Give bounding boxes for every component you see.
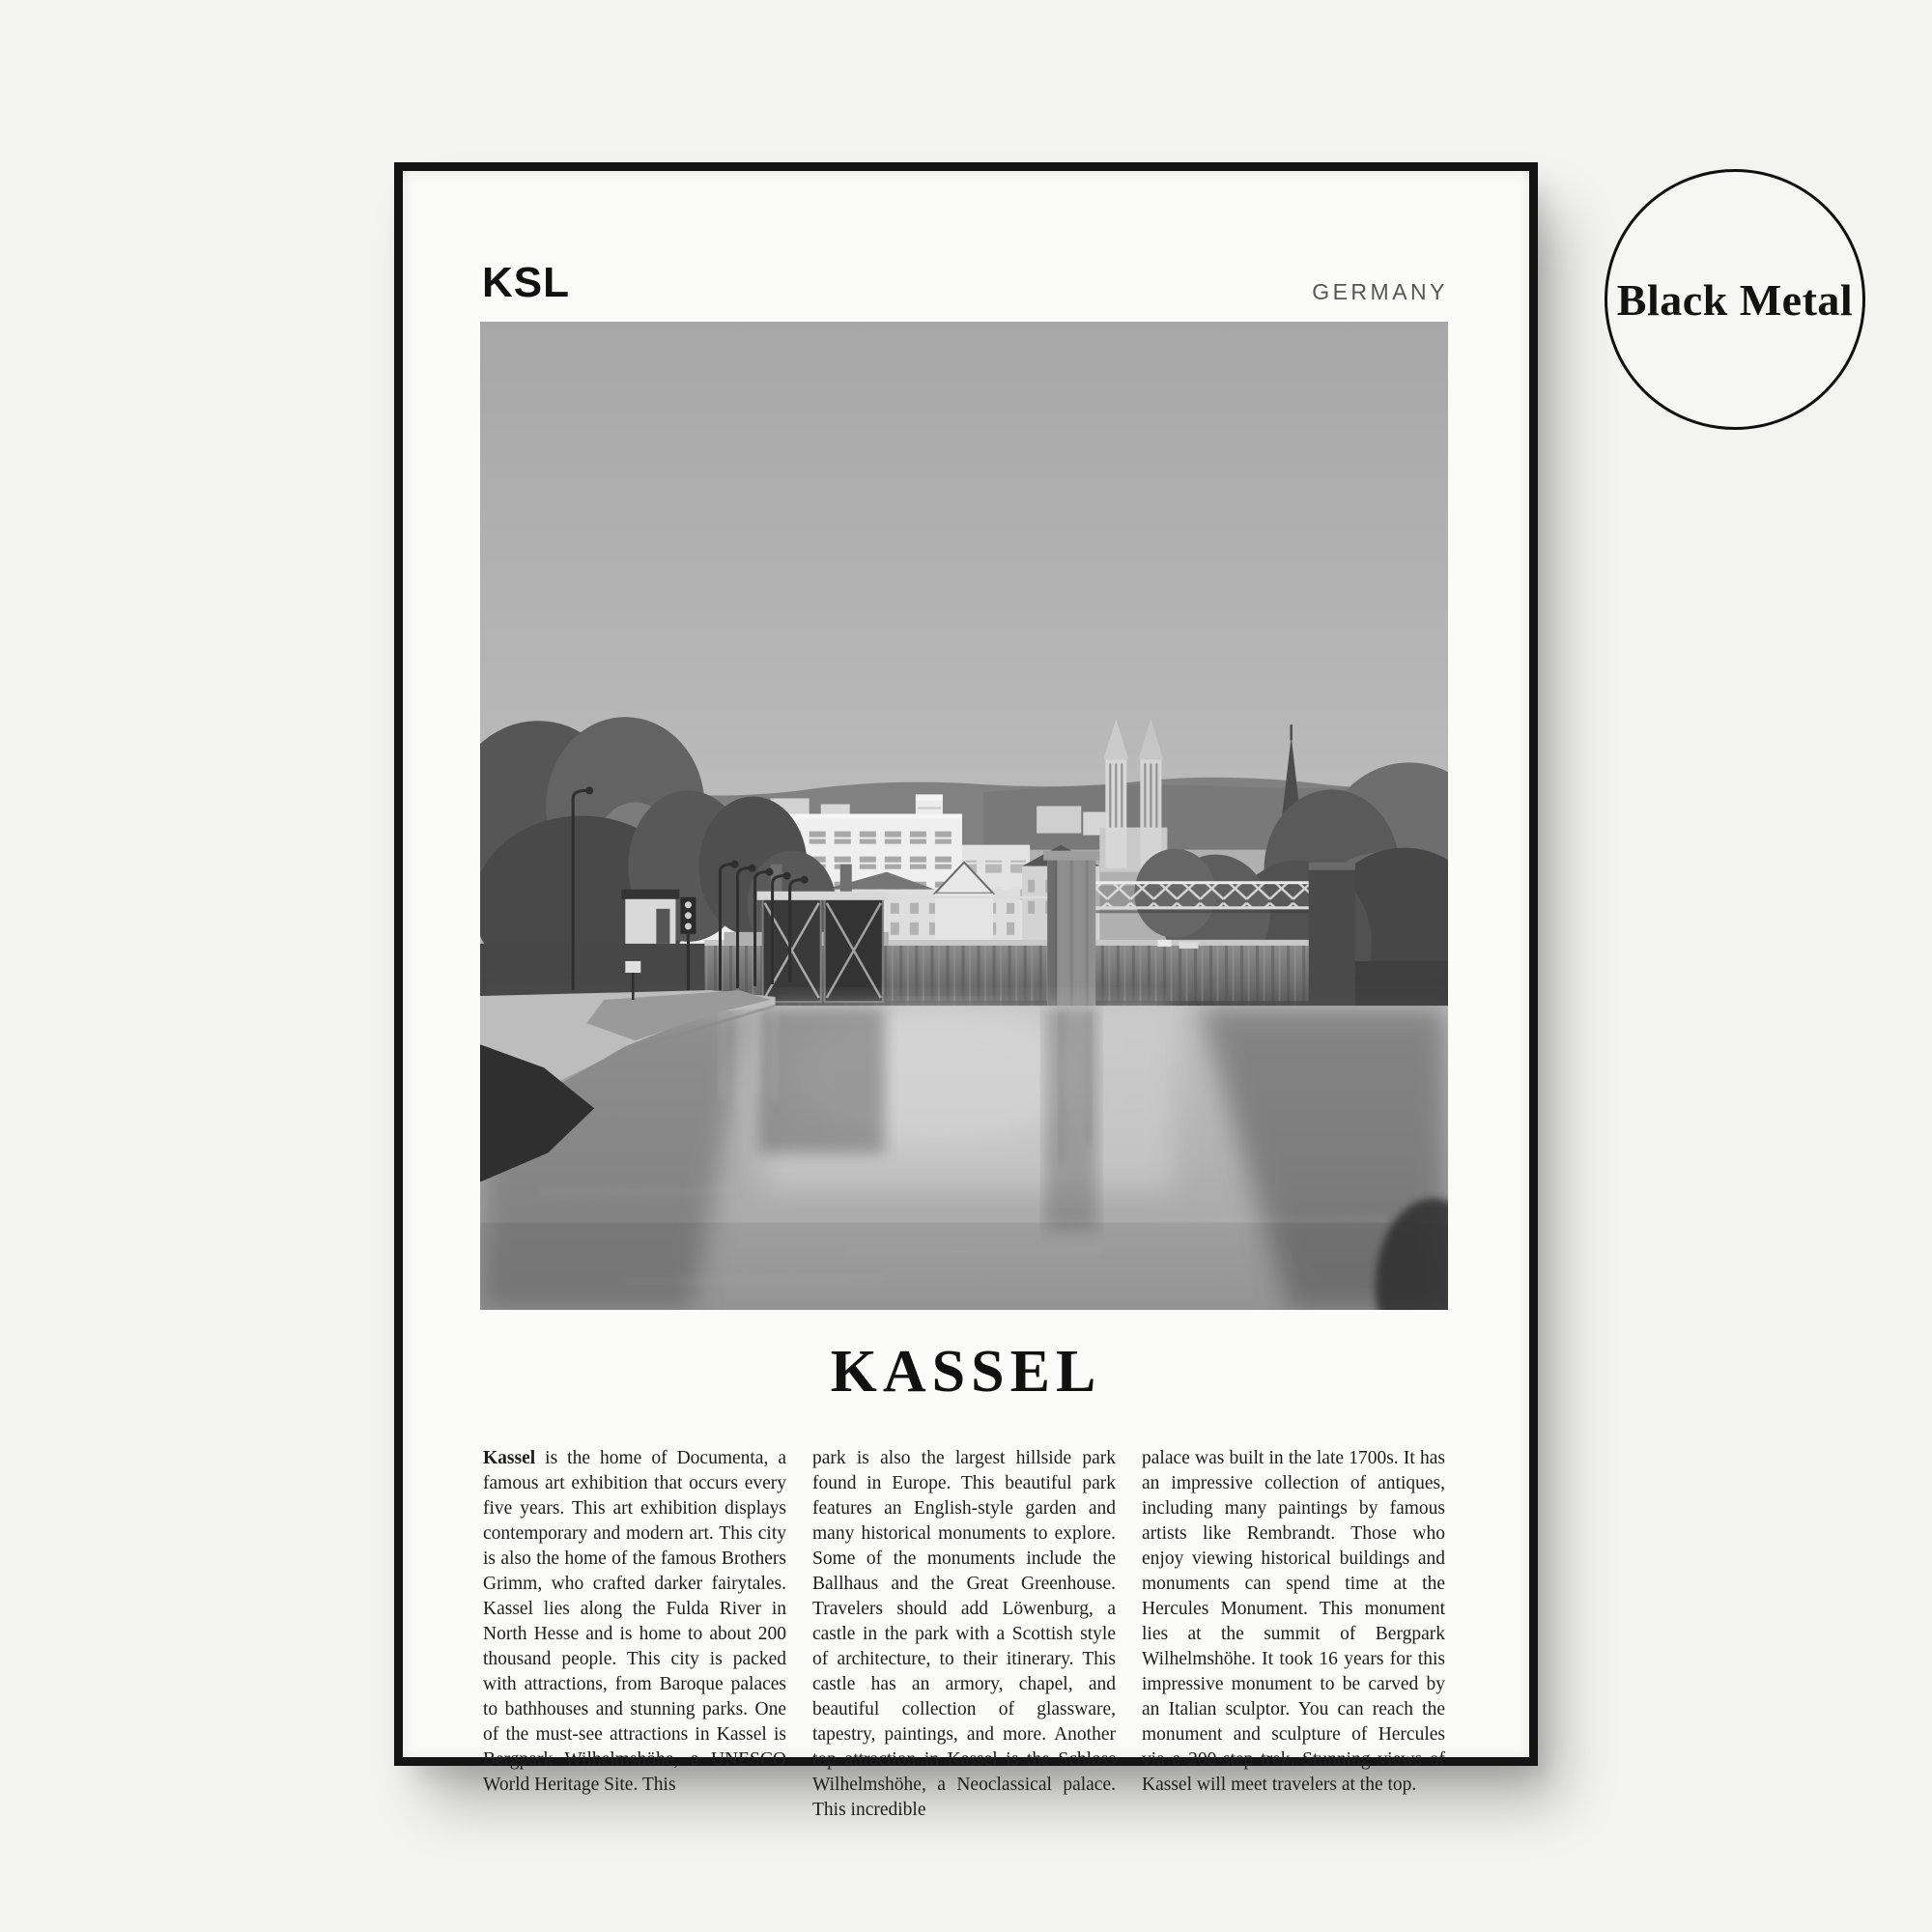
body-column-1: Kassel is the home of Documenta, a famous art exhibition that occurs every five years. This art exhibition displays contemporary and modern art. This city is also the home of the famous Brothers Grimm, who crafted darker fairytales. Kassel lies along the Fulda River in North Hesse and is home to about 200 thousand people. This city is packed with attractions, from Baroque palaces to bathhouses and stunning parks. One of the must-see attractions in Kassel is Bergpark Wilhelmshöhe, a UNESCO World Heritage Site. This xyxy=(483,1447,786,1795)
poster-country-label: GERMANY xyxy=(1312,279,1448,304)
body-lead-word: Kassel xyxy=(483,1447,536,1468)
frame-material-label: Black Metal xyxy=(1616,274,1854,325)
frame-material-badge xyxy=(1605,169,1865,430)
poster-body-text xyxy=(483,1427,1445,1841)
poster-frame xyxy=(394,162,1538,1820)
poster-brand-code: KSL xyxy=(482,259,570,306)
body-column-2: park is also the largest hillside park found in Europe. This beautiful park features an English-style garden and many historical monuments to explore. Some of the monuments include the Ballhaus and the Great Greenhouse. Travelers should add Löwenburg, a castle in the park with a Scottish style of architecture, to their itinerary. This castle has an armory, chapel, and beautiful collection of glassware, tapestry, paintings, and more. Another top attraction in Kassel is the Schloss Wilhelmshöhe, a Neoclassical palace. This incredible xyxy=(812,1447,1116,1820)
lock-keeper-hut xyxy=(621,890,679,944)
kassel-photo xyxy=(480,322,1448,1310)
kassel-photo-illustration xyxy=(480,322,1448,1310)
poster xyxy=(403,171,1529,1820)
weir-pillar xyxy=(1043,851,1099,1006)
poster-title: KASSEL xyxy=(830,1339,1102,1405)
body-column-3: palace was built in the late 1700s. It has an impressive collection of antiques, including many paintings by famous artists like Rembrandt. Those who enjoy viewing historical buildings and monuments can spend time at the Hercules Monument. This monument lies at the summit of Bergpark Wilhelmshöhe. It took 16 years for this impressive monument to be carved by an Italian sculptor. You can reach the monument and sculpture of Hercules via a 200-step trek. Stunning views of Kassel will meet travelers at the top. xyxy=(1142,1447,1445,1795)
